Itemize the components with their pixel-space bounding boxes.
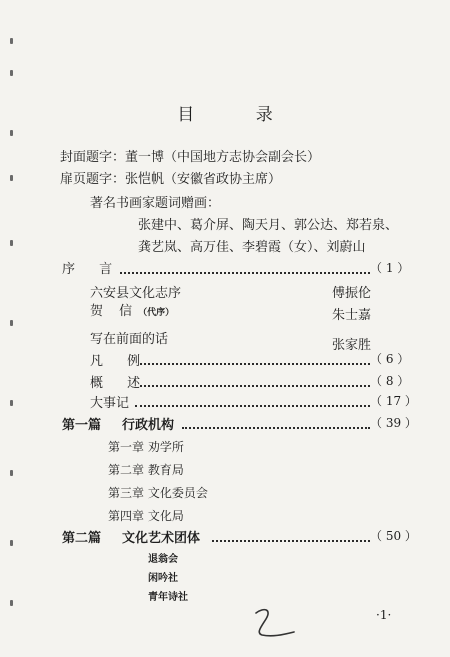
- toc-entry-preface: 序 言: [62, 262, 123, 277]
- toc-entry: 大事记: [90, 396, 130, 411]
- page-ref: （ 39 ）: [370, 416, 417, 430]
- calligraphers-line-1: 张建中、葛介屏、陶天月、郭公达、郑若泉、: [138, 218, 399, 233]
- toc-entry: 凡 例: [90, 354, 151, 369]
- page-ref: （ 6 ）: [370, 352, 410, 366]
- page-number: ·1·: [376, 608, 392, 622]
- page-ref: （ 8 ）: [370, 374, 410, 388]
- leader-dots: [120, 272, 370, 274]
- preface-item-author: 傅振伦: [332, 286, 372, 301]
- flyleaf-credit: 扉页题字：张恺帆（安徽省政协主席）: [60, 172, 282, 187]
- page-ref: （ 17 ）: [370, 394, 417, 408]
- page-ref: （ 50 ）: [370, 529, 417, 543]
- chapter-item: 第三章 文化委员会: [108, 486, 208, 500]
- chapter-item: 第四章 文化局: [108, 509, 184, 523]
- preface-item-author: 张家胜: [332, 338, 372, 353]
- part-number: 第一篇: [62, 418, 102, 433]
- leader-dots: [182, 427, 370, 429]
- calligraphers-label: 著名书画家题词赠画：: [90, 196, 221, 211]
- section-item: 闲吟社: [148, 573, 178, 584]
- section-item: 退翁会: [148, 554, 178, 565]
- part-title: 行政机构: [122, 418, 175, 433]
- leader-dots: [140, 363, 370, 365]
- preface-item-title: 写在前面的话: [90, 332, 169, 347]
- preface-item-title: 贺 信（代序）: [90, 304, 175, 319]
- leader-dots: [140, 385, 370, 387]
- leader-dots: [135, 405, 370, 407]
- preface-item-title: 六安县文化志序: [90, 286, 182, 301]
- preface-item-author: 朱士嘉: [332, 308, 372, 323]
- calligraphers-line-2: 龚艺岚、高万佳、李碧霞（女）、刘蔚山: [138, 240, 366, 255]
- chapter-item: 第二章 教育局: [108, 463, 184, 477]
- leader-dots: [212, 540, 370, 542]
- toc-entry: 概 述: [90, 376, 151, 391]
- preface-item-note: （代序）: [138, 308, 175, 318]
- handwritten-mark: [250, 605, 300, 640]
- chapter-item: 第一章 劝学所: [108, 440, 184, 454]
- page-title: 目 录: [177, 105, 301, 125]
- binding-marks: [10, 0, 18, 657]
- cover-credit: 封面题字：董一博（中国地方志协会副会长）: [60, 150, 321, 165]
- part-title: 文化艺术团体: [122, 531, 201, 546]
- section-item: 青年诗社: [148, 592, 188, 603]
- page-ref-preface: （ 1 ）: [370, 261, 410, 275]
- part-number: 第二篇: [62, 531, 102, 546]
